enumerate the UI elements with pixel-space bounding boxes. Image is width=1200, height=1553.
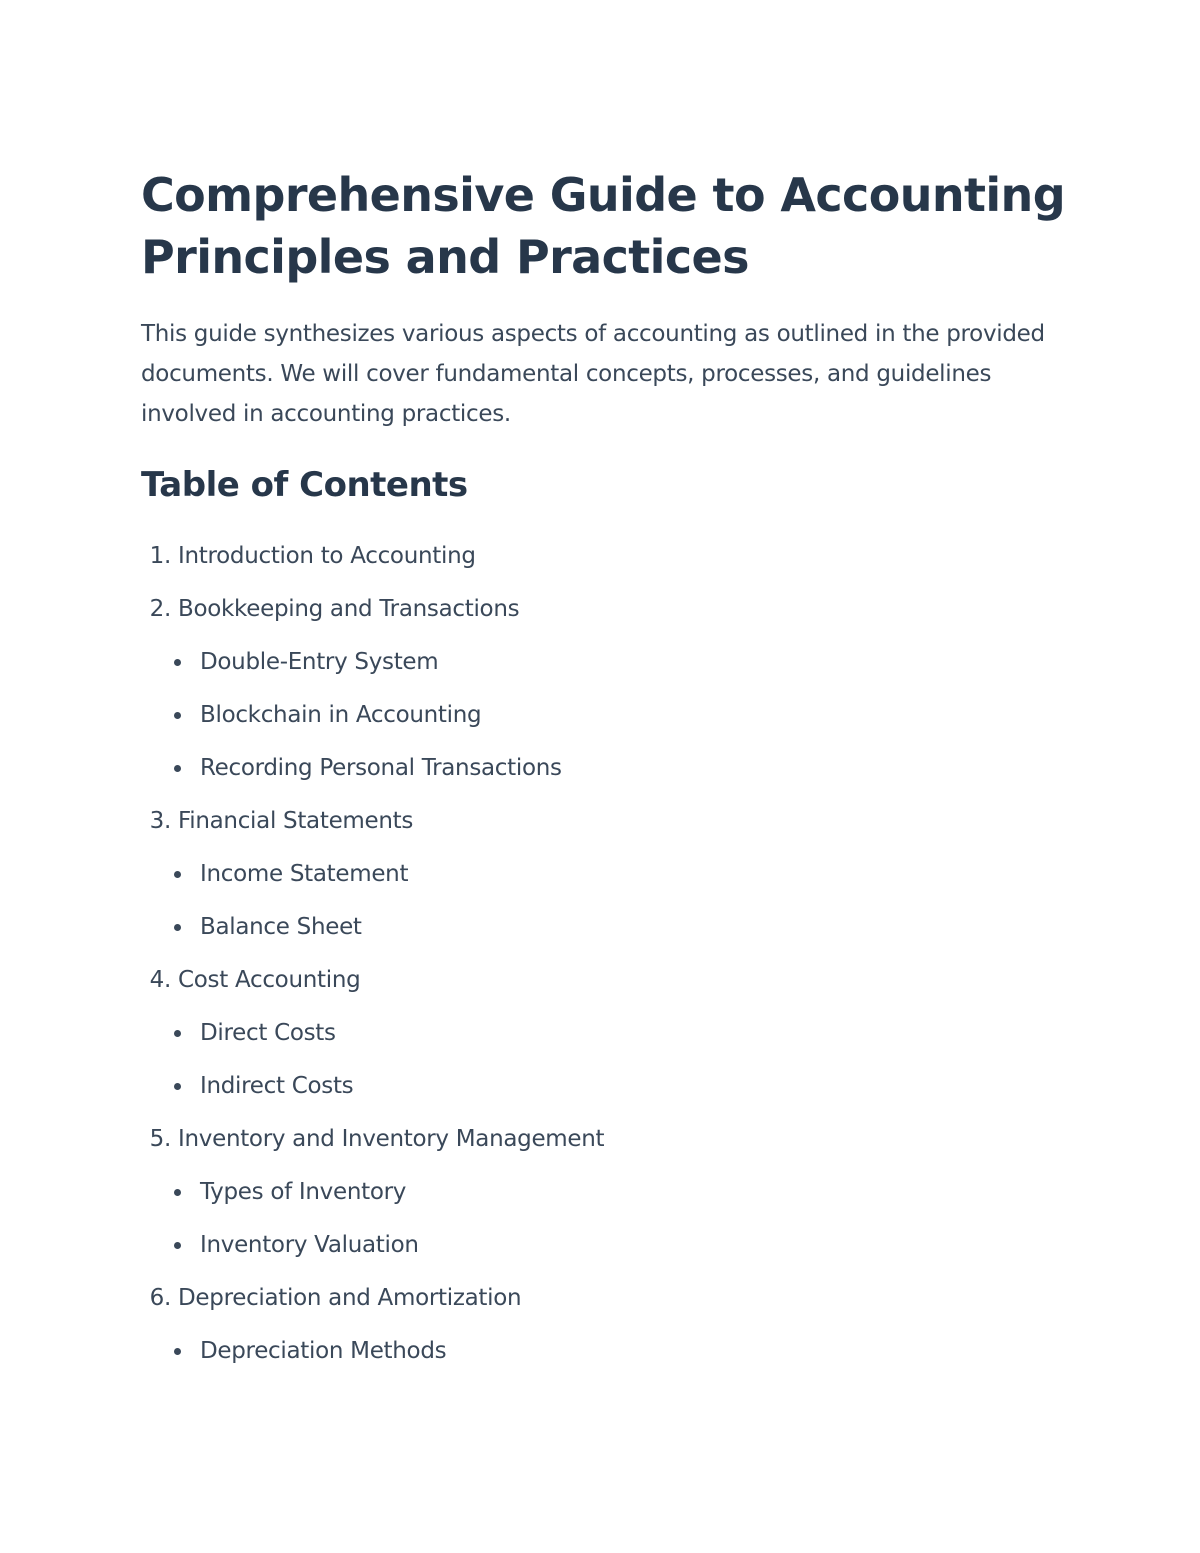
toc-item-number: 5. (149, 1126, 171, 1152)
toc-item (141, 530, 1071, 583)
toc-sublist (141, 848, 1071, 954)
toc-item-label: Bookkeeping and Transactions (178, 596, 520, 622)
toc-entry[interactable] (141, 795, 1071, 848)
toc-entry[interactable] (141, 583, 1071, 636)
toc-item-number: 6. (149, 1285, 171, 1311)
toc-subitem-label: Recording Personal Transactions (200, 755, 562, 781)
bullet-icon (174, 1083, 181, 1090)
intro-paragraph: This guide synthesizes various aspects of accounting as outlined in the provided documents. We will cover fundamental concepts, processes, and guidelines involved in accounting practices. (141, 321, 1045, 427)
toc-subitem-label: Income Statement (200, 861, 409, 887)
bullet-icon (174, 1189, 181, 1196)
toc-entry[interactable] (141, 1113, 1071, 1166)
toc-subitem-label: Types of Inventory (200, 1179, 407, 1205)
toc-item-number: 3. (149, 808, 171, 834)
toc-item (141, 583, 1071, 795)
toc-subitem[interactable] (141, 1007, 1071, 1060)
toc-subitem-label: Direct Costs (200, 1020, 336, 1046)
toc-subitem-label: Double-Entry System (200, 649, 439, 675)
toc-entry[interactable] (141, 954, 1071, 1007)
toc-item-label: Cost Accounting (178, 967, 361, 993)
bullet-icon (174, 1030, 181, 1037)
toc-subitem[interactable] (141, 901, 1071, 954)
document-title: Comprehensive Guide to Accounting Principles and Practices (141, 168, 1066, 284)
bullet-icon (174, 765, 181, 772)
toc-item-label: Inventory and Inventory Management (178, 1126, 605, 1152)
toc-item (141, 1272, 1071, 1378)
toc-item-label: Depreciation and Amortization (178, 1285, 522, 1311)
toc-subitem[interactable] (141, 1219, 1071, 1272)
toc-item (141, 954, 1071, 1113)
toc-subitem[interactable] (141, 689, 1071, 742)
toc-entry[interactable] (141, 1272, 1071, 1325)
toc-item-number: 4. (149, 967, 171, 993)
toc-item (141, 795, 1071, 954)
bullet-icon (174, 871, 181, 878)
toc-subitem-label: Inventory Valuation (200, 1232, 419, 1258)
toc-item-label: Introduction to Accounting (178, 543, 476, 569)
toc-subitem-label: Balance Sheet (200, 914, 362, 940)
toc-sublist (141, 1325, 1071, 1378)
toc-heading: Table of Contents (141, 465, 468, 505)
toc-item-label: Financial Statements (178, 808, 414, 834)
toc-subitem-label: Depreciation Methods (200, 1338, 447, 1364)
toc-subitem-label: Blockchain in Accounting (200, 702, 482, 728)
toc-item-number: 1. (149, 543, 171, 569)
bullet-icon (174, 1242, 181, 1249)
toc-item (141, 1113, 1071, 1272)
bullet-icon (174, 1348, 181, 1355)
toc-sublist (141, 636, 1071, 795)
toc-subitem[interactable] (141, 742, 1071, 795)
document-page (141, 164, 1071, 1378)
toc-entry[interactable] (141, 530, 1071, 583)
bullet-icon (174, 924, 181, 931)
toc-item-number: 2. (149, 596, 171, 622)
toc-sublist (141, 1007, 1071, 1113)
bullet-icon (174, 659, 181, 666)
toc-subitem[interactable] (141, 1325, 1071, 1378)
toc-subitem[interactable] (141, 1166, 1071, 1219)
table-of-contents (141, 530, 1071, 1378)
toc-sublist (141, 1166, 1071, 1272)
toc-subitem-label: Indirect Costs (200, 1073, 354, 1099)
toc-subitem[interactable] (141, 1060, 1071, 1113)
toc-subitem[interactable] (141, 636, 1071, 689)
bullet-icon (174, 712, 181, 719)
toc-subitem[interactable] (141, 848, 1071, 901)
